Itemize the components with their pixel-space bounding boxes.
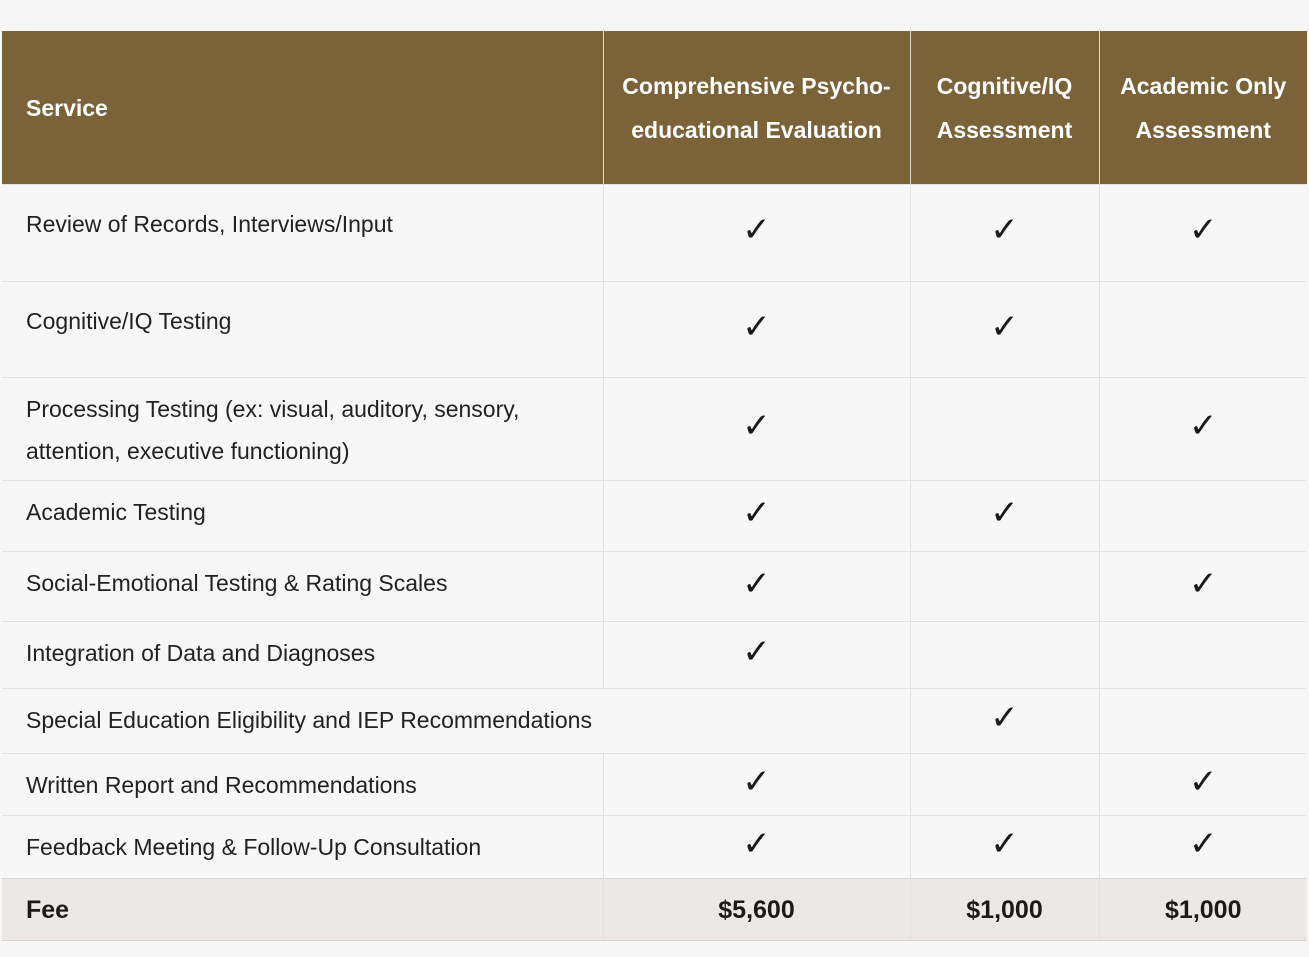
services-pricing-table <box>2 31 1307 941</box>
checkmark-icon: ✓ <box>1189 824 1218 864</box>
cell-cognitive <box>910 552 1099 622</box>
header-comprehensive: Comprehensive Psycho-educational Evaluation <box>603 31 910 185</box>
fee-label: Fee <box>2 879 603 941</box>
checkmark-icon: ✓ <box>990 306 1019 347</box>
service-name: Cognitive/IQ Testing <box>2 282 603 378</box>
cell-cognitive <box>910 185 1099 282</box>
checkmark-icon: ✓ <box>1189 563 1218 604</box>
cell-comprehensive <box>603 552 910 622</box>
fee-academic: $1,000 <box>1099 879 1307 941</box>
header-service: Service <box>2 31 603 185</box>
cell-academic <box>1099 689 1307 754</box>
fee-cognitive: $1,000 <box>910 879 1099 941</box>
cell-academic <box>1099 754 1307 816</box>
checkmark-icon: ✓ <box>1189 210 1218 250</box>
fee-row <box>2 879 1307 941</box>
checkmark-icon: ✓ <box>742 824 771 864</box>
cell-comprehensive <box>603 378 910 481</box>
checkmark-icon: ✓ <box>1189 406 1218 446</box>
cell-academic <box>1099 378 1307 481</box>
checkmark-icon: ✓ <box>742 493 771 533</box>
cell-cognitive <box>910 282 1099 378</box>
checkmark-icon: ✓ <box>990 824 1019 864</box>
table-row <box>2 481 1307 552</box>
service-name: Processing Testing (ex: visual, auditory, sensory, attention, executive functioning) <box>2 378 603 481</box>
cell-academic <box>1099 185 1307 282</box>
table-body <box>2 185 1307 941</box>
table-row <box>2 552 1307 622</box>
cell-comprehensive <box>603 816 910 879</box>
header-academic: Academic Only Assessment <box>1099 31 1307 185</box>
cell-academic <box>1099 481 1307 552</box>
cell-cognitive <box>910 689 1099 754</box>
table-row <box>2 754 1307 816</box>
table-row <box>2 622 1307 689</box>
table-row <box>2 185 1307 282</box>
header-cognitive: Cognitive/IQ Assessment <box>910 31 1099 185</box>
table-row <box>2 689 1307 754</box>
checkmark-icon: ✓ <box>742 632 771 672</box>
service-name: Feedback Meeting & Follow-Up Consultation <box>2 816 603 879</box>
table-row <box>2 378 1307 481</box>
checkmark-icon: ✓ <box>742 761 771 802</box>
service-name: Special Education Eligibility and IEP Recommendations <box>2 689 603 754</box>
cell-cognitive <box>910 481 1099 552</box>
checkmark-icon: ✓ <box>990 493 1019 533</box>
service-name: Review of Records, Interviews/Input <box>2 185 603 282</box>
cell-academic <box>1099 282 1307 378</box>
cell-academic <box>1099 552 1307 622</box>
checkmark-icon: ✓ <box>990 210 1019 250</box>
checkmark-icon: ✓ <box>742 306 771 347</box>
cell-cognitive <box>910 754 1099 816</box>
cell-comprehensive <box>603 689 910 754</box>
cell-academic <box>1099 622 1307 689</box>
cell-comprehensive <box>603 754 910 816</box>
checkmark-icon: ✓ <box>742 210 771 250</box>
service-name: Written Report and Recommendations <box>2 754 603 816</box>
cell-cognitive <box>910 378 1099 481</box>
service-name: Social-Emotional Testing & Rating Scales <box>2 552 603 622</box>
table-header-row <box>2 31 1307 185</box>
cell-cognitive <box>910 622 1099 689</box>
cell-cognitive <box>910 816 1099 879</box>
checkmark-icon: ✓ <box>1189 761 1218 802</box>
checkmark-icon: ✓ <box>742 406 771 446</box>
fee-comprehensive: $5,600 <box>603 879 910 941</box>
service-name: Integration of Data and Diagnoses <box>2 622 603 689</box>
cell-comprehensive <box>603 185 910 282</box>
cell-comprehensive <box>603 481 910 552</box>
table-row <box>2 816 1307 879</box>
checkmark-icon: ✓ <box>742 563 771 604</box>
cell-comprehensive <box>603 282 910 378</box>
table-row <box>2 282 1307 378</box>
cell-academic <box>1099 816 1307 879</box>
pricing-table-container <box>2 31 1307 941</box>
service-name: Academic Testing <box>2 481 603 552</box>
cell-comprehensive <box>603 622 910 689</box>
checkmark-icon: ✓ <box>990 698 1019 738</box>
